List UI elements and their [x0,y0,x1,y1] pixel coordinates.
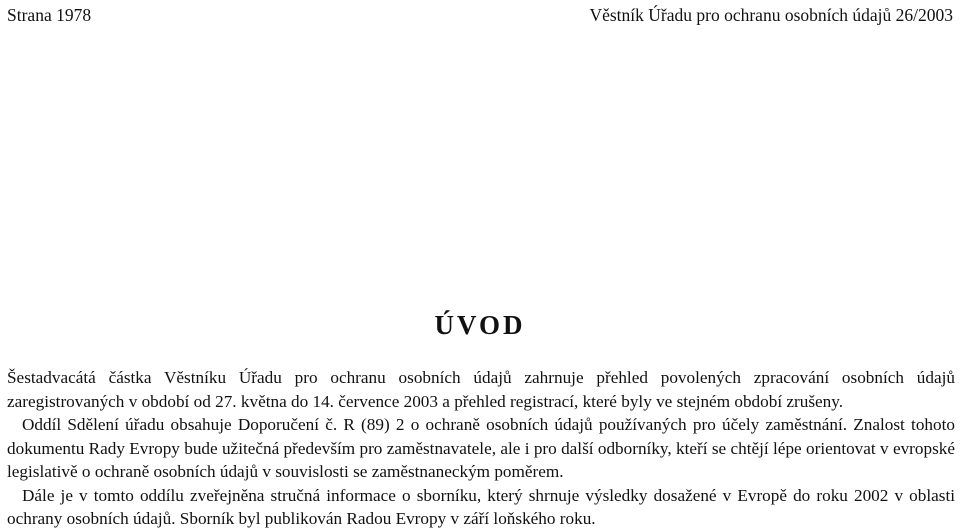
paragraph-intro: Šestadvacátá částka Věstníku Úřadu pro ochranu osobních údajů zahrnuje přehled povolených zpracování osobních údajů zaregistrovaných v období od 27. května do 14. července 2003 a přehled registrací, které byly ve stejném období zrušeny. [7,368,955,411]
journal-title: Věstník Úřadu pro ochranu osobních údajů 26/2003 [589,5,953,25]
paragraph-proceedings: Dále je v tomto oddílu zveřejněna stručná informace o sborníku, který shrnuje výsledky dosažené v Evropě do roku 2002 v oblasti ochrany osobních údajů. Sborník byl publikován Radou Evropy v září loňského roku. [7,485,955,528]
page-header [7,3,953,27]
page-number: Strana 1978 [7,5,92,25]
section-title: ÚVOD [434,310,526,340]
paragraph-recommendation: Oddíl Sdělení úřadu obsahuje Doporučení č. R (89) 2 o ochraně osobních údajů používaných pro účely zaměstnání. Znalost tohoto dokumentu Rady Evropy bude užitečná především pro zaměstnavatele, ale i pro další odborníky, kteří se chtějí lépe orientovat v evropské legislativě o ochraně osobních údajů v souvislosti se zaměstnaneckým poměrem. [7,415,955,481]
body-text [7,366,955,531]
